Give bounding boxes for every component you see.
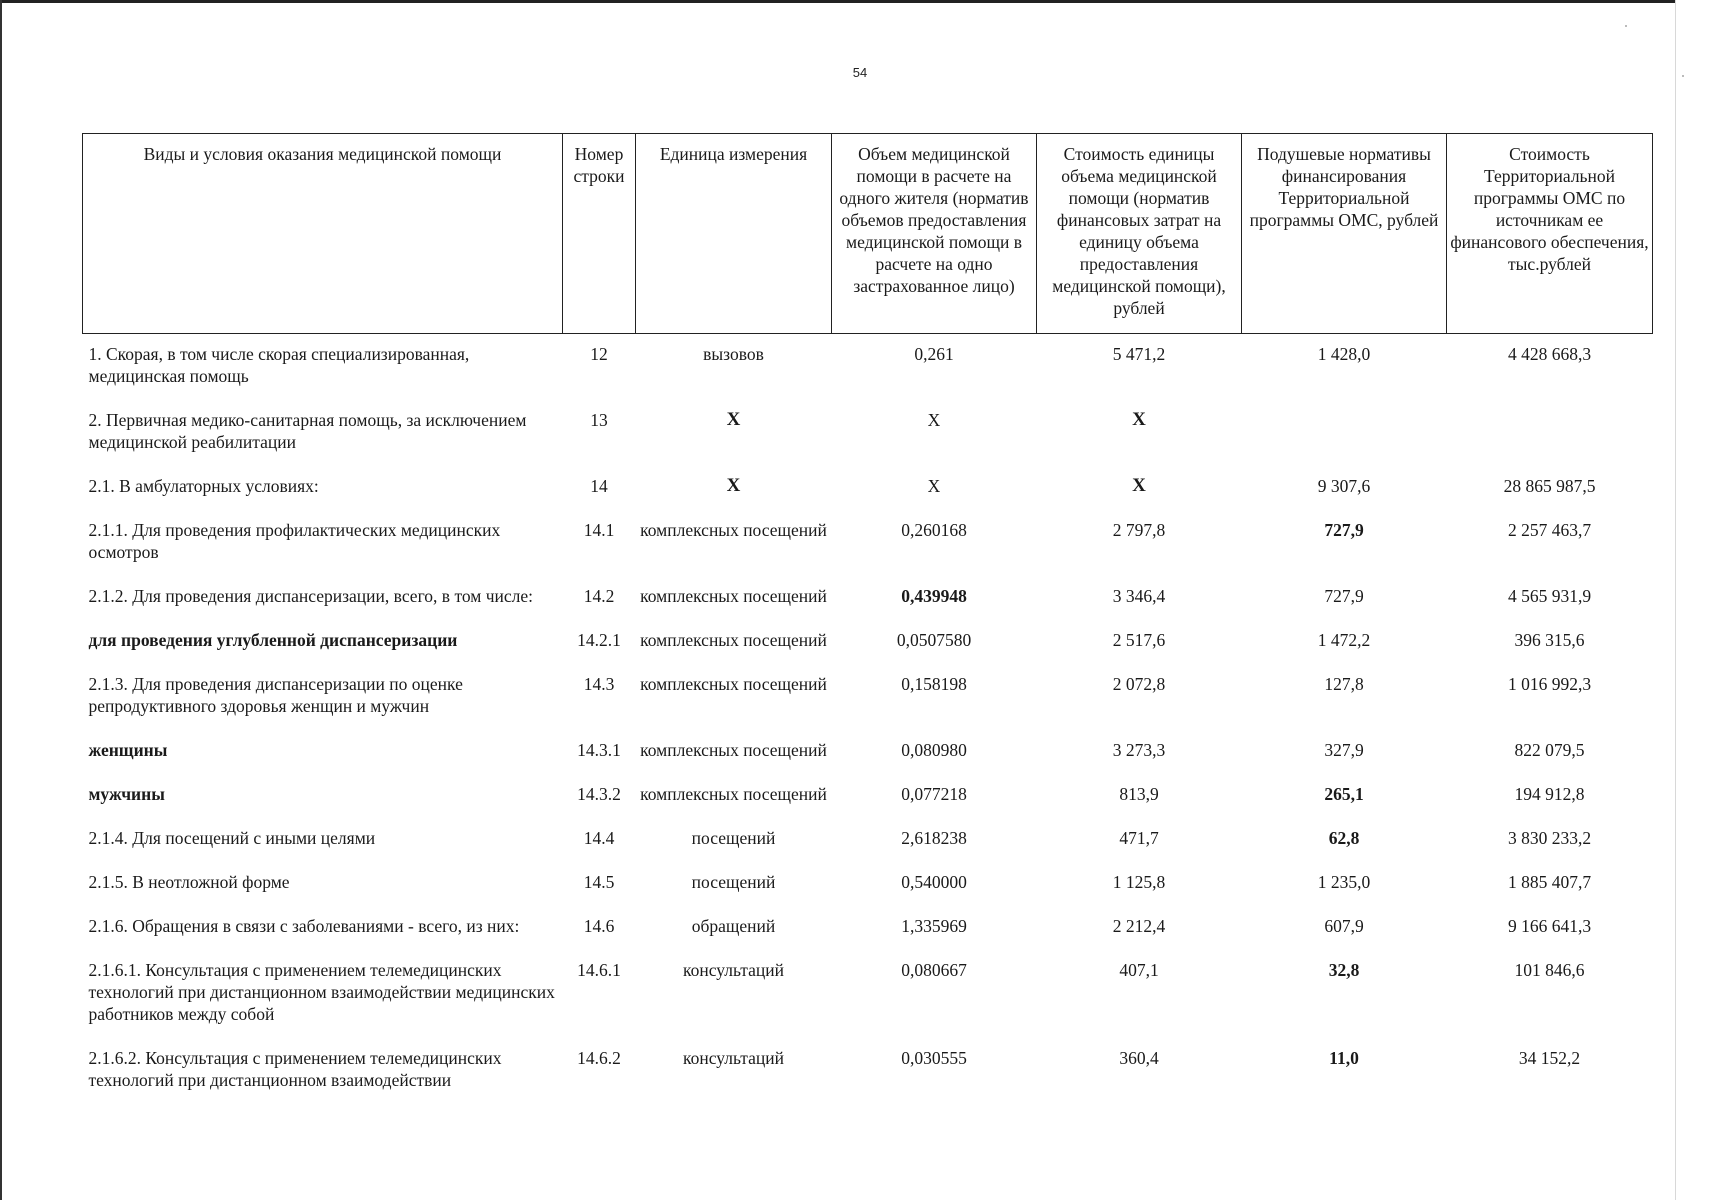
volume-cell: 0,030555 <box>901 1048 967 1068</box>
per-capita-cell: 1 472,2 <box>1317 630 1371 650</box>
header-total-cost: Стоимость Территориальной программы ОМС по источникам ее финансового обеспечения, тыс.рублей <box>1447 134 1653 334</box>
row-number-cell: 14.5 <box>583 872 615 892</box>
per-capita-cell: 265,1 <box>1324 784 1364 804</box>
row-number-cell: 12 <box>590 344 608 364</box>
unit-cost-cell: 2 072,8 <box>1112 674 1166 694</box>
per-capita-cell <box>1242 400 1447 466</box>
unit-cell: вызовов <box>703 344 764 364</box>
unit-cell: посещений <box>691 828 776 848</box>
unit-cell: комплексных посещений <box>640 784 827 804</box>
total-cost-cell: 1 885 407,7 <box>1507 872 1592 892</box>
table-row <box>83 576 1653 620</box>
per-capita-cell: 727,9 <box>1324 586 1364 606</box>
table-row <box>83 730 1653 774</box>
unit-cost-cell: 3 346,4 <box>1112 586 1166 606</box>
unit-cost-cell: 813,9 <box>1119 784 1159 804</box>
header-unit: Единица измерения <box>636 134 832 334</box>
total-cost-cell: 3 830 233,2 <box>1507 828 1592 848</box>
unit-cost-cell: 2 517,6 <box>1112 630 1166 650</box>
table-row <box>83 906 1653 950</box>
right-scan-border <box>1675 0 1676 1200</box>
total-cost-cell <box>1447 400 1653 466</box>
table-row <box>83 664 1653 730</box>
total-cost-cell: 9 166 641,3 <box>1507 916 1592 936</box>
unit-cost-cell: 2 797,8 <box>1112 520 1166 540</box>
care-type-cell: 2.1. В амбулаторных условиях: <box>88 476 319 496</box>
per-capita-cell: 127,8 <box>1324 674 1364 694</box>
header-volume: Объем медицинской помощи в расчете на одного жителя (норматив объемов предоставления медицинской помощи в расчете на одно застрахованное лицо) <box>832 134 1037 334</box>
row-number-cell: 13 <box>590 410 608 430</box>
total-cost-cell: 822 079,5 <box>1514 740 1585 760</box>
unit-cost-cell: 5 471,2 <box>1112 344 1166 364</box>
total-cost-cell: 194 912,8 <box>1514 784 1585 804</box>
unit-cell: X <box>726 409 741 430</box>
per-capita-cell: 607,9 <box>1324 916 1364 936</box>
volume-cell: 0,261 <box>914 344 954 364</box>
volume-cell: 0,260168 <box>901 520 967 540</box>
unit-cell: комплексных посещений <box>640 630 827 650</box>
unit-cost-cell: X <box>1132 409 1146 430</box>
unit-cost-cell: 1 125,8 <box>1112 872 1166 892</box>
total-cost-cell: 2 257 463,7 <box>1507 520 1592 540</box>
per-capita-cell: 1 428,0 <box>1317 344 1371 364</box>
table-header-row <box>83 134 1653 334</box>
row-number-cell: 14.6.1 <box>577 960 621 980</box>
volume-cell: 2,618238 <box>901 828 967 848</box>
care-type-cell: 2.1.6. Обращения в связи с заболеваниями - всего, из них: <box>88 916 520 936</box>
row-number-cell: 14.4 <box>583 828 615 848</box>
row-number-cell: 14.2.1 <box>577 630 621 650</box>
table-row <box>83 862 1653 906</box>
unit-cell: консультаций <box>682 960 785 980</box>
unit-cost-cell: 407,1 <box>1119 960 1159 980</box>
volume-cell: 0,0507580 <box>896 630 972 650</box>
volume-cell: 0,439948 <box>901 586 967 606</box>
unit-cell: комплексных посещений <box>640 520 827 540</box>
per-capita-cell: 1 235,0 <box>1317 872 1371 892</box>
table-row <box>83 510 1653 576</box>
header-per-capita: Подушевые нормативы финансирования Территориальной программы ОМС, рублей <box>1242 134 1447 334</box>
table-row <box>83 774 1653 818</box>
care-type-cell: 2.1.3. Для проведения диспансеризации по оценке репродуктивного здоровья женщин и мужчин <box>88 674 463 716</box>
total-cost-cell: 396 315,6 <box>1514 630 1585 650</box>
unit-cell: комплексных посещений <box>640 674 827 694</box>
total-cost-cell: 28 865 987,5 <box>1503 476 1596 496</box>
table-row <box>83 334 1653 401</box>
care-type-cell: 2.1.4. Для посещений с иными целями <box>88 828 376 848</box>
care-type-cell: 2.1.5. В неотложной форме <box>88 872 290 892</box>
left-scan-border <box>0 0 2 1200</box>
table-row <box>83 620 1653 664</box>
row-number-cell: 14.3.2 <box>577 784 621 804</box>
unit-cost-cell: 3 273,3 <box>1112 740 1166 760</box>
header-care-type: Виды и условия оказания медицинской помощи <box>83 134 563 334</box>
row-number-cell: 14.1 <box>583 520 615 540</box>
care-type-cell: 2.1.6.2. Консультация с применением телемедицинских технологий при дистанционном взаимодействии <box>88 1048 502 1090</box>
table-row <box>83 950 1653 1038</box>
scan-speck <box>1625 25 1627 27</box>
unit-cell: посещений <box>691 872 776 892</box>
volume-cell: X <box>927 410 941 430</box>
per-capita-cell: 32,8 <box>1328 960 1360 980</box>
per-capita-cell: 727,9 <box>1324 520 1364 540</box>
unit-cell: консультаций <box>682 1048 785 1068</box>
care-type-cell: 2.1.1. Для проведения профилактических медицинских осмотров <box>88 520 501 562</box>
care-type-cell: 1. Скорая, в том числе скорая специализированная, медицинская помощь <box>88 344 470 386</box>
volume-cell: 0,080980 <box>901 740 967 760</box>
table-row <box>83 466 1653 510</box>
per-capita-cell: 11,0 <box>1329 1048 1359 1068</box>
table-row <box>83 818 1653 862</box>
volume-cell: 0,077218 <box>901 784 967 804</box>
page-number: 54 <box>852 65 868 80</box>
care-type-cell: мужчины <box>88 784 165 804</box>
unit-cell: комплексных посещений <box>640 586 827 606</box>
care-type-cell: для проведения углубленной диспансеризации <box>88 630 458 650</box>
total-cost-cell: 4 565 931,9 <box>1507 586 1592 606</box>
care-type-cell: 2.1.6.1. Консультация с применением телемедицинских технологий при дистанционном взаимодействии медицинских работников между собой <box>88 960 555 1024</box>
volume-cell: 0,080667 <box>901 960 967 980</box>
care-type-cell: женщины <box>88 740 168 760</box>
per-capita-cell: 9 307,6 <box>1317 476 1371 496</box>
total-cost-cell: 101 846,6 <box>1514 960 1585 980</box>
care-type-cell: 2. Первичная медико-санитарная помощь, за исключением медицинской реабилитации <box>88 410 527 452</box>
per-capita-cell: 327,9 <box>1324 740 1364 760</box>
total-cost-cell: 4 428 668,3 <box>1507 344 1592 364</box>
unit-cell: обращений <box>691 916 776 936</box>
unit-cost-cell: 360,4 <box>1119 1048 1159 1068</box>
row-number-cell: 14 <box>590 476 608 496</box>
header-row-number: Номер строки <box>563 134 636 334</box>
total-cost-cell: 1 016 992,3 <box>1507 674 1592 694</box>
volume-cell: X <box>927 476 941 496</box>
header-unit-cost: Стоимость единицы объема медицинской помощи (норматив финансовых затрат на единицу объема предоставления медицинской помощи), рублей <box>1037 134 1242 334</box>
unit-cost-cell: 471,7 <box>1119 828 1159 848</box>
volume-cell: 1,335969 <box>901 916 967 936</box>
unit-cell: комплексных посещений <box>640 740 827 760</box>
row-number-cell: 14.6 <box>583 916 615 936</box>
row-number-cell: 14.6.2 <box>577 1048 621 1068</box>
table-row <box>83 400 1653 466</box>
care-type-cell: 2.1.2. Для проведения диспансеризации, всего, в том числе: <box>88 586 534 606</box>
top-scan-border <box>0 0 1675 3</box>
row-number-cell: 14.3.1 <box>577 740 621 760</box>
unit-cell: X <box>726 475 741 496</box>
row-number-cell: 14.2 <box>583 586 615 606</box>
table-row <box>83 1038 1653 1104</box>
total-cost-cell: 34 152,2 <box>1518 1048 1581 1068</box>
volume-cell: 0,158198 <box>901 674 967 694</box>
unit-cost-cell: X <box>1132 475 1146 496</box>
row-number-cell: 14.3 <box>583 674 615 694</box>
financing-table <box>82 133 1653 1104</box>
per-capita-cell: 62,8 <box>1328 828 1360 848</box>
volume-cell: 0,540000 <box>901 872 967 892</box>
unit-cost-cell: 2 212,4 <box>1112 916 1166 936</box>
